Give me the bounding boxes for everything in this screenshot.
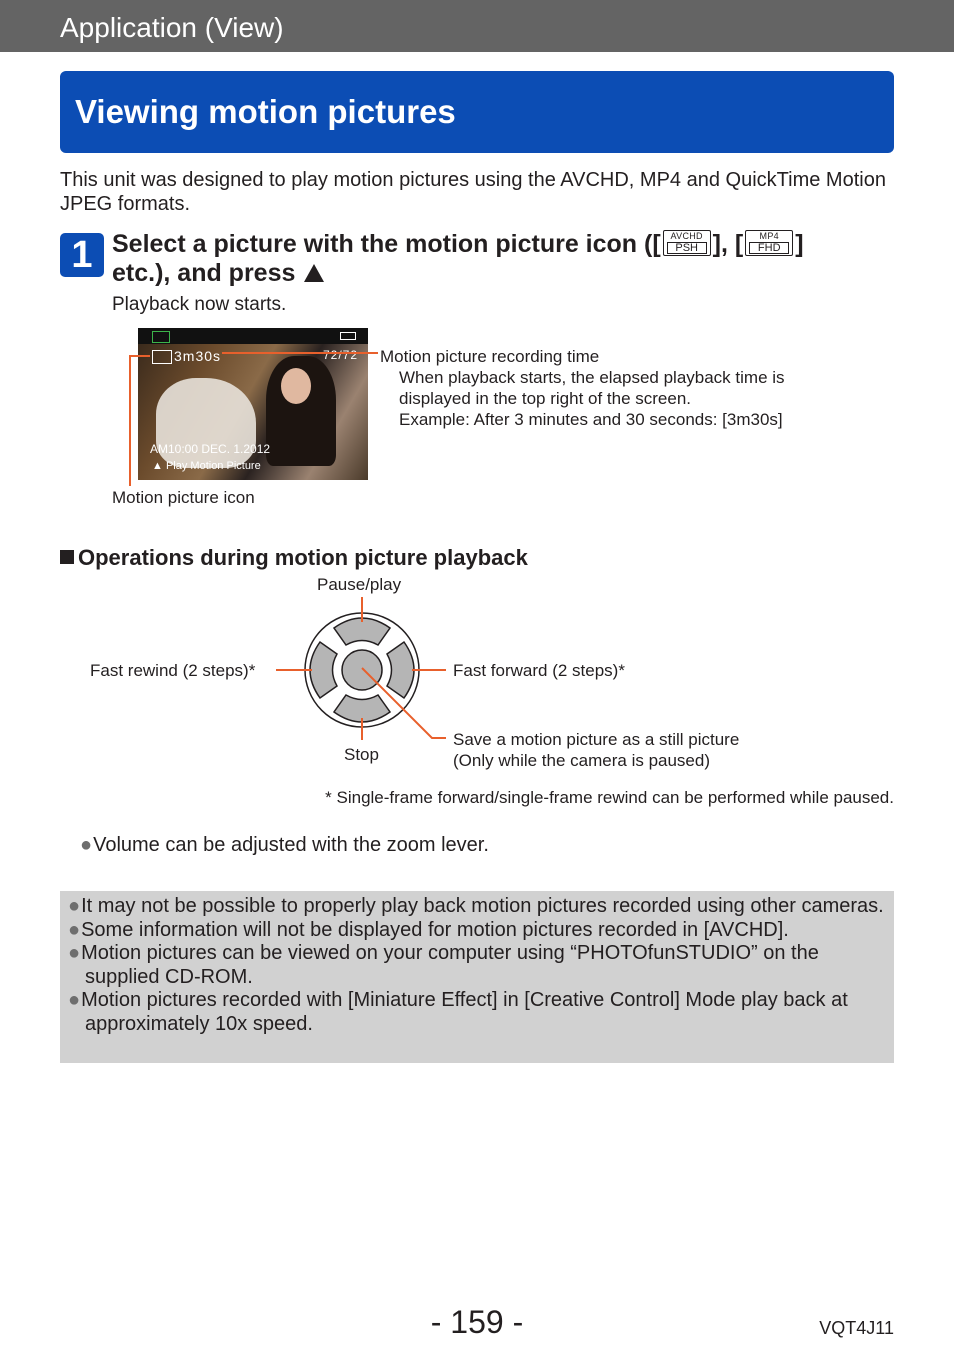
label-fast-rewind: [90, 660, 255, 681]
page-number: - 159 -: [430, 1304, 524, 1340]
elapsed-time-readout: 3m30s: [174, 348, 222, 364]
play-hint-label: Play Motion Picture: [165, 460, 261, 472]
operations-heading: [60, 545, 528, 571]
step-number-badge: 1: [60, 233, 104, 277]
play-hint: ▲ Play Motion Picture: [152, 460, 261, 472]
avchd-icon-bottom: PSH: [667, 242, 707, 254]
label-stop: Stop: [344, 745, 379, 764]
intro-paragraph: This unit was designed to play motion pictures using the AVCHD, MP4 and QuickTime Motion JPEG formats.: [60, 169, 886, 215]
cursor-up-key: [334, 618, 390, 645]
avchd-psh-icon: [663, 230, 711, 256]
footnote-text: Single-frame forward/single-frame rewind can be performed while paused.: [336, 788, 894, 807]
label-fast-forward: [453, 660, 625, 681]
callout-motion-picture-icon: Motion picture icon: [112, 488, 255, 507]
bullet-icon: ●: [68, 989, 81, 1011]
up-arrow-icon: [304, 264, 324, 282]
cursor-right-key: [387, 642, 414, 698]
step-text-part3: ] etc.), and press: [112, 230, 804, 287]
document-code: VQT4J11: [819, 1318, 894, 1338]
mp4-icon-top: MP4: [759, 231, 779, 241]
callout-recording-time-title: Motion picture recording time: [380, 347, 600, 366]
camera-screen-image: [138, 328, 368, 480]
bullet-icon: ●: [68, 942, 81, 964]
bullet-icon: ●: [68, 918, 81, 941]
label-save-still-line1: Save a motion picture as a still picture: [453, 730, 740, 749]
square-bullet-icon: [60, 550, 74, 564]
callout-recording-time-desc2: displayed in the top right of the screen.: [399, 389, 692, 408]
cursor-button-diagram: [305, 613, 419, 727]
bullet-icon: ●: [68, 895, 81, 917]
motion-picture-icon: [152, 350, 172, 364]
cursor-ring-outer: [305, 613, 419, 727]
avchd-icon-top: AVCHD: [670, 231, 703, 241]
notes-box: [60, 891, 894, 1063]
person-face: [281, 368, 311, 404]
recording-date: AM10:00 DEC. 1.2012: [150, 442, 271, 456]
playback-mode-icon: [152, 331, 170, 343]
picture-counter: 72/72: [322, 348, 358, 362]
bullet-icon: ●: [80, 834, 93, 856]
volume-note: [80, 834, 489, 857]
volume-note-text: Volume can be adjusted with the zoom lever.: [93, 834, 489, 856]
page-title: Viewing motion pictures: [75, 93, 456, 130]
note-text: It may not be possible to properly play back motion pictures recorded using other cameras.: [81, 895, 884, 917]
mp4-fhd-icon: [745, 230, 793, 256]
label-pause-play: Pause/play: [317, 575, 402, 594]
leader-line-center: [362, 668, 446, 738]
step-text-part2: ], [: [712, 230, 744, 258]
mp4-icon-bottom: FHD: [749, 242, 789, 254]
cursor-center-key: [342, 650, 382, 690]
note-item: [68, 919, 886, 943]
footnote-asterisk: *: [325, 788, 332, 807]
step-result: Playback now starts.: [112, 294, 287, 315]
note-text: Some information will not be displayed for motion pictures recorded in [AVCHD].: [81, 918, 789, 941]
page-title-bar: [60, 71, 894, 153]
note-text: Motion pictures can be viewed on your computer using “PHOTOfunSTUDIO” on the supplied CD-ROM.: [81, 942, 819, 988]
note-item: [68, 942, 886, 989]
label-save-still-line2: (Only while the camera is paused): [453, 751, 711, 770]
operations-footnote: [325, 788, 894, 808]
section-header-bar: [0, 0, 954, 52]
operations-heading-text: Operations during motion picture playback: [78, 545, 528, 570]
label-fast-rewind-asterisk: *: [248, 661, 256, 680]
callout-recording-time-desc1: When playback starts, the elapsed playback time is: [399, 368, 785, 387]
step-text-part1: Select a picture with the motion picture icon ([: [112, 230, 661, 258]
note-text: Motion pictures recorded with [Miniature Effect] in [Creative Control] Mode play back at approximately 10x speed.: [81, 989, 848, 1035]
note-item: [68, 895, 886, 919]
callout-recording-time-example: Example: After 3 minutes and 30 seconds: [3m30s]: [399, 410, 783, 429]
cursor-left-key: [310, 642, 337, 698]
note-item: [68, 989, 886, 1036]
label-fast-forward-asterisk: *: [618, 661, 625, 680]
section-title: Application (View): [60, 12, 284, 43]
label-fast-forward-text: Fast forward (2 steps): [453, 661, 619, 680]
battery-icon: [340, 332, 356, 340]
cursor-down-key: [334, 695, 390, 722]
label-fast-rewind-text: Fast rewind (2 steps): [90, 661, 249, 680]
step-instruction: [112, 230, 852, 288]
